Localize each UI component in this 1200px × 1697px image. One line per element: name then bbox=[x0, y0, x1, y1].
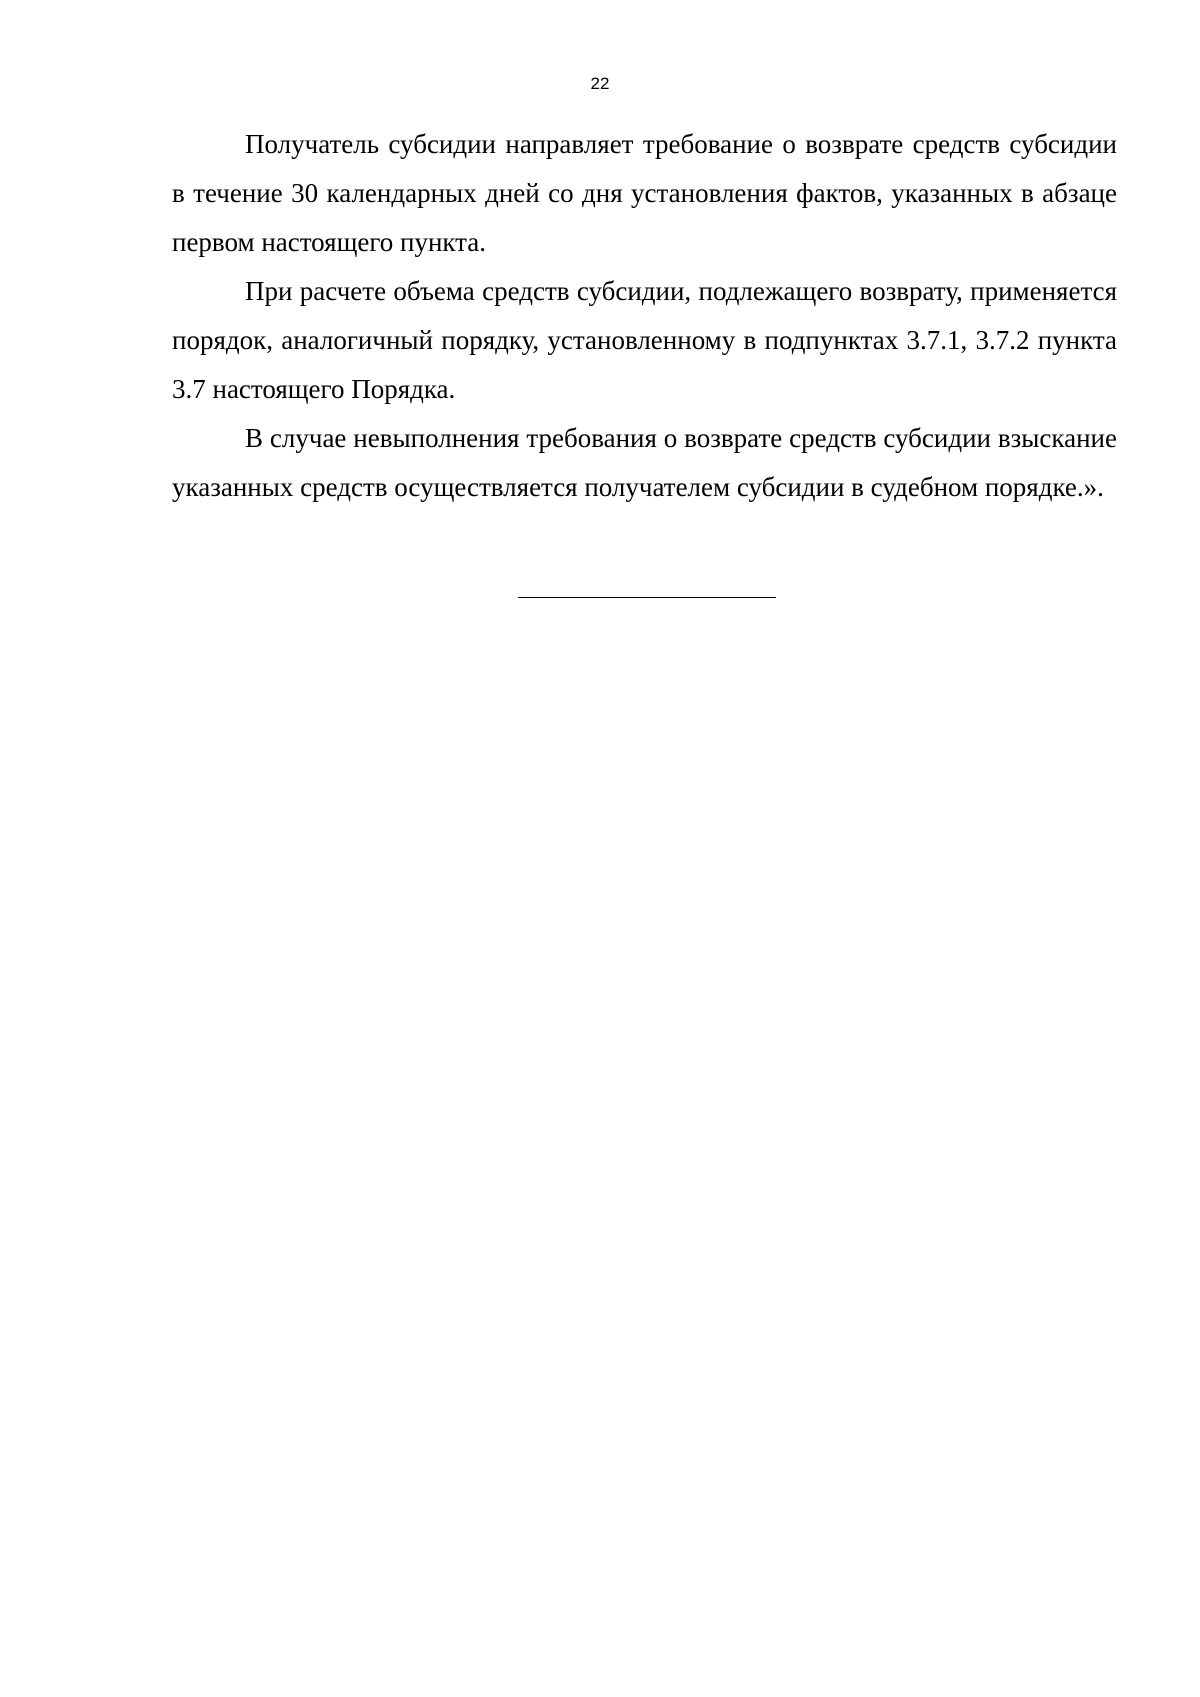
paragraph-return-request: Получатель субсидии направляет требование о возврате средств субсидии в течение 30 календарных дней со дня установления фактов, указанных в абзаце первом настоящего пункта. bbox=[172, 129, 1117, 257]
paragraph-calculation-procedure: При расчете объема средств субсидии, подлежащего возврату, применяется порядок, аналогичный порядку, установленному в подпунктах 3.7.1, 3.7.2 пункта 3.7 настоящего Порядка. bbox=[172, 276, 1117, 404]
paragraph-judicial-recovery: В случае невыполнения требования о возврате средств субсидии взыскание указанных средств осуществляется получателем субсидии в судебном порядке.». bbox=[172, 423, 1117, 502]
page-number: 22 bbox=[590, 74, 610, 93]
closing-divider-line bbox=[518, 597, 776, 598]
document-body bbox=[172, 120, 1117, 512]
